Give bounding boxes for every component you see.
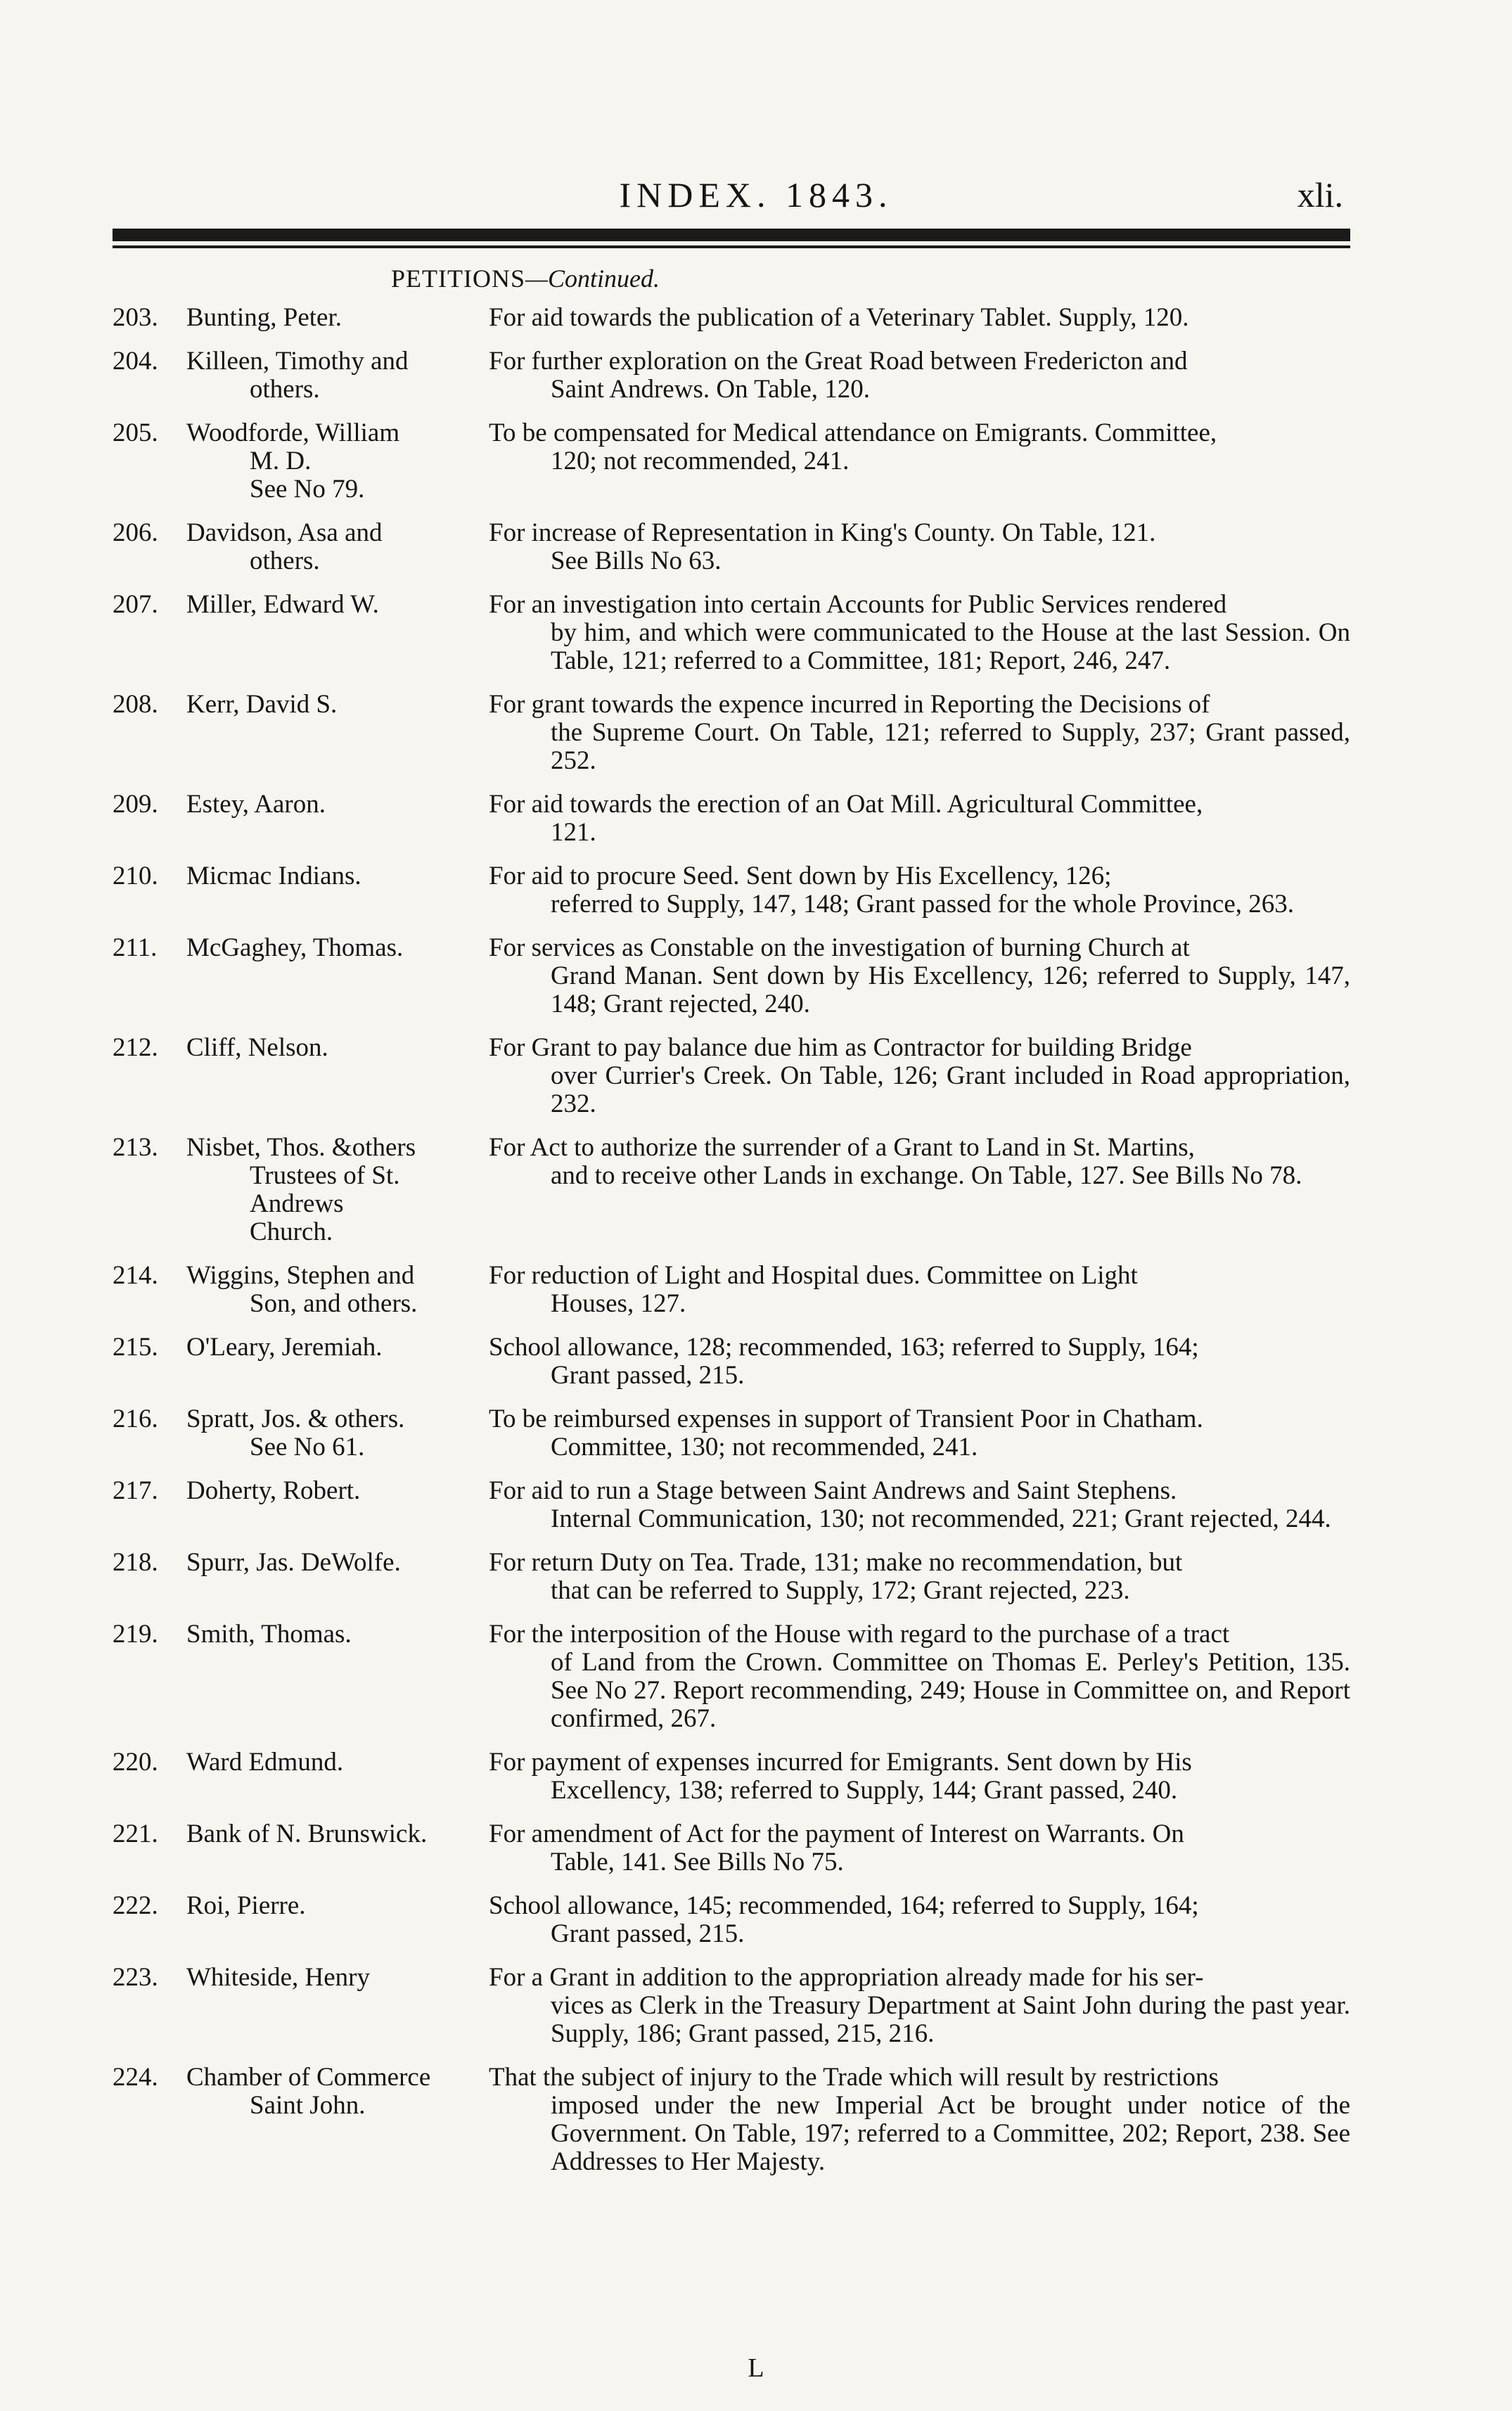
petition-entry [113, 691, 1350, 775]
petition-entry [113, 1892, 1350, 1948]
description-continuation: Grant passed, 215. [551, 1361, 745, 1390]
entry-petitioner [186, 1620, 489, 1733]
entry-number: 203. [113, 303, 158, 332]
petition-entry [113, 791, 1350, 847]
header-rule-thick [113, 229, 1350, 241]
entry-petitioner [186, 1334, 489, 1390]
section-label: PETITIONS [391, 264, 525, 293]
petitioner-line: Spurr, Jas. DeWolfe. [186, 1548, 401, 1577]
entry-petitioner [186, 591, 489, 675]
entry-description [489, 1034, 1350, 1118]
petitioner-line: Bank of N. Brunswick. [186, 1820, 428, 1848]
entry-petitioner [186, 1820, 489, 1876]
description-first-line: That the subject of injury to the Trade which will result by restrictions [489, 2063, 1219, 2092]
description-first-line: To be compensated for Medical attendance on Emigrants. Committee, [489, 418, 1217, 447]
petitioner-line: Bunting, Peter. [186, 303, 342, 332]
petitioner-line: Ward Edmund. [186, 1748, 344, 1777]
description-first-line: For the interposition of the House with regard to the purchase of a tract [489, 1620, 1230, 1649]
entry-description [489, 1748, 1350, 1805]
petition-entry [113, 1477, 1350, 1533]
petition-entry [113, 1034, 1350, 1118]
entry-petitioner [186, 1034, 489, 1118]
entry-description [489, 691, 1350, 775]
petition-entry [113, 934, 1350, 1018]
description-continuation: 120; not recommended, 241. [551, 447, 850, 475]
description-continuation: Committee, 130; not recommended, 241. [551, 1433, 978, 1462]
petitioner-line: Chamber of Commerce [186, 2063, 431, 2092]
header-rule-thin [113, 245, 1350, 248]
description-first-line: For an investigation into certain Accounts for Public Services rendered [489, 590, 1227, 619]
petitioner-line: See No 61. [250, 1433, 365, 1462]
petitioner-line: Trustees of St. Andrews [250, 1161, 400, 1218]
description-first-line: For payment of expenses incurred for Emigrants. Sent down by His [489, 1748, 1192, 1777]
entry-number: 220. [113, 1748, 158, 1777]
petitioner-line: McGaghey, Thomas. [186, 933, 404, 962]
entry-description [489, 1820, 1350, 1876]
petition-entry [113, 419, 1350, 504]
entry-number: 224. [113, 2063, 158, 2092]
entry-number: 210. [113, 862, 158, 890]
petition-entry [113, 1134, 1350, 1246]
entry-number: 223. [113, 1963, 158, 1992]
petition-entry [113, 2064, 1350, 2176]
entry-number: 222. [113, 1891, 158, 1920]
description-continuation: See Bills No 63. [551, 546, 722, 575]
entry-description [489, 1405, 1350, 1462]
entry-number: 212. [113, 1033, 158, 1062]
petitioner-line: others. [250, 546, 320, 575]
entry-number: 205. [113, 418, 158, 447]
entry-number: 214. [113, 1261, 158, 1290]
description-first-line: For a Grant in addition to the appropriation already made for his ser- [489, 1963, 1204, 1992]
entry-number: 221. [113, 1820, 158, 1848]
entry-petitioner [186, 791, 489, 847]
entry-description [489, 1477, 1350, 1533]
description-first-line: For aid towards the publication of a Veterinary Tablet. Supply, 120. [489, 303, 1189, 332]
description-first-line: School allowance, 145; recommended, 164; referred to Supply, 164; [489, 1891, 1199, 1920]
petitioner-line: Woodforde, William [186, 418, 400, 447]
description-continuation: Houses, 127. [551, 1289, 686, 1318]
entry-description [489, 2064, 1350, 2176]
entry-petitioner [186, 934, 489, 1018]
petition-entry [113, 1820, 1350, 1876]
entry-description [489, 1262, 1350, 1318]
description-first-line: For amendment of Act for the payment of Interest on Warrants. On [489, 1820, 1184, 1848]
description-continuation: Excellency, 138; referred to Supply, 144; Grant passed, 240. [551, 1776, 1178, 1805]
entry-petitioner [186, 519, 489, 575]
description-first-line: For increase of Representation in King's County. On Table, 121. [489, 518, 1156, 547]
description-continuation: Saint Andrews. On Table, 120. [551, 375, 871, 404]
entry-petitioner [186, 1964, 489, 2048]
description-continuation: the Supreme Court. On Table, 121; referred to Supply, 237; Grant passed, 252. [551, 718, 1350, 775]
description-continuation: and to receive other Lands in exchange. On Table, 127. See Bills No 78. [551, 1161, 1302, 1190]
entry-number: 213. [113, 1133, 158, 1162]
entry-petitioner [186, 347, 489, 404]
petitioner-line: Spratt, Jos. & others. [186, 1405, 405, 1433]
petitioner-line: Cliff, Nelson. [186, 1033, 328, 1062]
description-continuation: referred to Supply, 147, 148; Grant passed for the whole Province, 263. [551, 890, 1294, 919]
entry-petitioner [186, 419, 489, 504]
entry-description [489, 419, 1350, 504]
description-continuation: Table, 141. See Bills No 75. [551, 1848, 844, 1876]
petition-entry [113, 1748, 1350, 1805]
description-continuation: Grand Manan. Sent down by His Excellency, 126; referred to Supply, 147, 148; Grant rejected, 240. [551, 961, 1350, 1018]
entry-description [489, 1892, 1350, 1948]
petition-entry [113, 1964, 1350, 2048]
description-first-line: School allowance, 128; recommended, 163; referred to Supply, 164; [489, 1333, 1199, 1362]
description-first-line: For Grant to pay balance due him as Contractor for building Bridge [489, 1033, 1192, 1062]
petition-entry [113, 1620, 1350, 1733]
petition-entry [113, 519, 1350, 575]
petitioner-line: Smith, Thomas. [186, 1620, 352, 1649]
entry-number: 219. [113, 1620, 158, 1649]
entry-number: 206. [113, 518, 158, 547]
petitioner-line: Nisbet, Thos. &others [186, 1133, 416, 1162]
petitioner-line: See No 79. [250, 475, 365, 504]
petitioner-line: Son, and others. [250, 1289, 418, 1318]
entry-description [489, 791, 1350, 847]
petition-entry [113, 862, 1350, 919]
description-first-line: For return Duty on Tea. Trade, 131; make no recommendation, but [489, 1548, 1183, 1577]
petitioner-line: Killeen, Timothy and [186, 347, 409, 376]
petition-entry [113, 1549, 1350, 1605]
description-continuation: imposed under the new Imperial Act be brought under notice of the Government. On Table, 197; referred to a Committee, 202; Report, 238. See Addresses to Her Majesty. [551, 2091, 1350, 2176]
description-first-line: For aid to procure Seed. Sent down by His Excellency, 126; [489, 862, 1112, 890]
description-continuation: by him, and which were communicated to the House at the last Session. On Table, 121; referred to a Committee, 181; Report, 246, 247. [551, 618, 1350, 675]
petitioner-line: Miller, Edward W. [186, 590, 379, 619]
entry-petitioner [186, 691, 489, 775]
entry-number: 207. [113, 590, 158, 619]
description-first-line: To be reimbursed expenses in support of Transient Poor in Chatham. [489, 1405, 1203, 1433]
entry-description [489, 304, 1350, 332]
description-first-line: For reduction of Light and Hospital dues. Committee on Light [489, 1261, 1138, 1290]
description-first-line: For grant towards the expence incurred in Reporting the Decisions of [489, 690, 1210, 719]
page-number: xli. [1297, 175, 1343, 215]
entry-description [489, 1134, 1350, 1246]
entry-description [489, 1620, 1350, 1733]
entry-petitioner [186, 1892, 489, 1948]
petitioner-line: Saint John. [250, 2091, 366, 2120]
description-continuation: Internal Communication, 130; not recommended, 221; Grant rejected, 244. [551, 1504, 1331, 1533]
section-heading [391, 264, 660, 293]
petitioner-line: Micmac Indians. [186, 862, 361, 890]
petitioner-line: Wiggins, Stephen and [186, 1261, 415, 1290]
entry-description [489, 1549, 1350, 1605]
page-title: INDEX. 1843. [619, 175, 893, 215]
entry-petitioner [186, 1477, 489, 1533]
entry-description [489, 1334, 1350, 1390]
description-first-line: For Act to authorize the surrender of a Grant to Land in St. Martins, [489, 1133, 1195, 1162]
petition-entry [113, 1405, 1350, 1462]
signature-mark: L [748, 2353, 764, 2383]
petitioner-line: O'Leary, Jeremiah. [186, 1333, 383, 1362]
petitioner-line: Estey, Aaron. [186, 790, 326, 819]
petitioner-line: Whiteside, Henry [186, 1963, 370, 1992]
entry-number: 208. [113, 690, 158, 719]
section-continued: —Continued. [525, 264, 660, 293]
petitioner-line: Doherty, Robert. [186, 1476, 361, 1505]
petitioner-line: Kerr, David S. [186, 690, 338, 719]
entry-description [489, 862, 1350, 919]
entry-number: 217. [113, 1476, 158, 1505]
description-first-line: For further exploration on the Great Road between Fredericton and [489, 347, 1188, 376]
entry-petitioner [186, 1134, 489, 1246]
petition-entry [113, 347, 1350, 404]
entry-number: 216. [113, 1405, 158, 1433]
entry-description [489, 1964, 1350, 2048]
petitioner-line: Church. [250, 1217, 333, 1246]
description-continuation: 121. [551, 818, 596, 847]
description-continuation: vices as Clerk in the Treasury Department at Saint John during the past year. Supply, 186; Grant passed, 215, 216. [551, 1991, 1350, 2048]
petitioner-line: M. D. [250, 447, 312, 475]
petitioner-line: Roi, Pierre. [186, 1891, 306, 1920]
petition-entry [113, 591, 1350, 675]
description-continuation: over Currier's Creek. On Table, 126; Grant included in Road appropriation, 232. [551, 1061, 1350, 1118]
petitioner-line: others. [250, 375, 320, 404]
description-continuation: Grant passed, 215. [551, 1919, 745, 1948]
page-header [0, 174, 1512, 224]
petition-list [113, 304, 1350, 2192]
entry-petitioner [186, 1748, 489, 1805]
petition-entry [113, 304, 1350, 332]
entry-number: 218. [113, 1548, 158, 1577]
entry-description [489, 519, 1350, 575]
entry-petitioner [186, 1262, 489, 1318]
petitioner-line: Davidson, Asa and [186, 518, 383, 547]
description-first-line: For aid towards the erection of an Oat Mill. Agricultural Committee, [489, 790, 1203, 819]
entry-petitioner [186, 1549, 489, 1605]
description-first-line: For services as Constable on the investigation of burning Church at [489, 933, 1190, 962]
entry-number: 204. [113, 347, 158, 376]
entry-number: 211. [113, 933, 158, 962]
entry-petitioner [186, 1405, 489, 1462]
description-first-line: For aid to run a Stage between Saint Andrews and Saint Stephens. [489, 1476, 1177, 1505]
entry-petitioner [186, 862, 489, 919]
entry-description [489, 591, 1350, 675]
petition-entry [113, 1262, 1350, 1318]
entry-petitioner [186, 2064, 489, 2176]
entry-number: 215. [113, 1333, 158, 1362]
entry-petitioner [186, 304, 489, 332]
description-continuation: that can be referred to Supply, 172; Grant rejected, 223. [551, 1576, 1130, 1605]
entry-description [489, 347, 1350, 404]
description-continuation: of Land from the Crown. Committee on Thomas E. Perley's Petition, 135. See No 27. Report recommending, 249; House in Committee on, and Report confirmed, 267. [551, 1648, 1350, 1733]
petition-entry [113, 1334, 1350, 1390]
entry-description [489, 934, 1350, 1018]
entry-number: 209. [113, 790, 158, 819]
